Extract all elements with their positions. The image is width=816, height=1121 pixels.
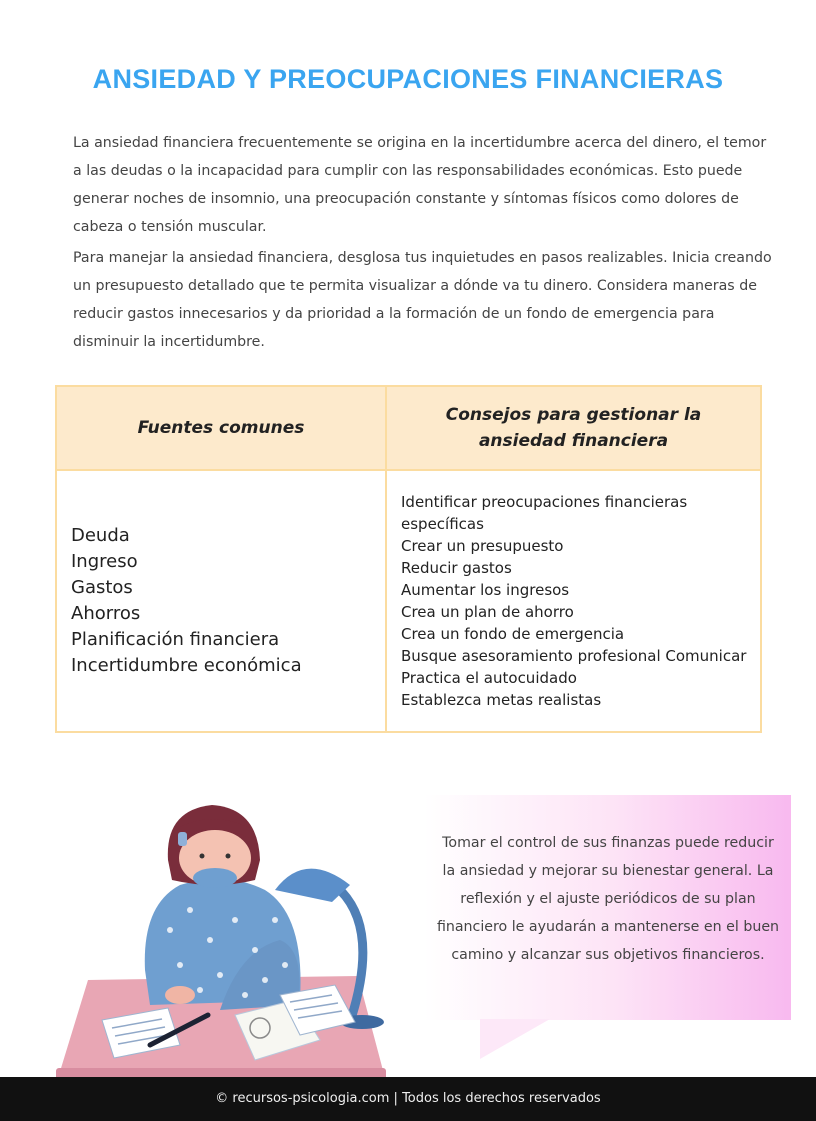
fuente-item: Planificación financiera — [71, 629, 280, 650]
page-title: ANSIEDAD Y PREOCUPACIONES FINANCIERAS — [92, 64, 724, 94]
callout-bubble-tail — [480, 1019, 550, 1059]
callout-text: Tomar el control de sus finanzas puede reducir la ansiedad y mejorar su bienestar general. La reflexión y el ajuste periódicos de su plan financiero le ayudarán a mantenerse en el buen camino y alcanzar sus objetivos financieros. — [436, 835, 780, 963]
consejo-item: Establezca metas realistas — [401, 691, 602, 709]
fuente-item: Gastos — [71, 577, 133, 598]
header-fuentes: Fuentes comunes — [56, 386, 386, 470]
consejo-item: Crear un presupuesto — [401, 537, 564, 555]
intro-text — [73, 129, 773, 359]
fuente-item: Deuda — [71, 525, 130, 546]
consejo-item: Crea un plan de ahorro — [401, 603, 574, 621]
intro-paragraph-1: La ansiedad financiera frecuentemente se origina en la incertidumbre acerca del dinero, el temor a las deudas o la incapacidad para cumplir con las responsabilidades económicas. Esto puede generar noches de insomnio, una preocupación constante y síntomas físicos como dolores de cabeza o tensión muscular. — [73, 135, 767, 235]
consejo-item: Crea un fondo de emergencia — [401, 625, 625, 643]
fuentes-list — [56, 470, 386, 732]
fuente-item: Incertidumbre económica — [71, 655, 302, 676]
consejos-list — [386, 470, 761, 732]
consejo-item: Reducir gastos — [401, 559, 512, 577]
fuente-item: Ahorros — [71, 603, 141, 624]
consejo-item: Busque asesoramiento profesional Comunicar — [401, 647, 747, 665]
consejo-item: Aumentar los ingresos — [401, 581, 570, 599]
intro-paragraph-2: Para manejar la ansiedad financiera, desglosa tus inquietudes en pasos realizables. Inicia creando un presupuesto detallado que te permita visualizar a dónde va tu dinero. Considera maneras de reducir gastos innecesarios y da prioridad a la formación de un fondo de emergencia para disminuir la incertidumbre. — [73, 250, 772, 350]
fuente-item: Ingreso — [71, 551, 138, 572]
consejo-item: Practica el autocuidado — [401, 669, 577, 687]
footer-copyright: © recursos-psicologia.com | Todos los derechos reservados — [0, 1077, 816, 1121]
header-consejos: Consejos para gestionar la ansiedad financiera — [386, 386, 761, 470]
anxious-person-illustration — [50, 790, 410, 1085]
consejo-item: Identificar preocupaciones financieras específicas — [401, 493, 688, 533]
sources-tips-table — [55, 385, 762, 733]
